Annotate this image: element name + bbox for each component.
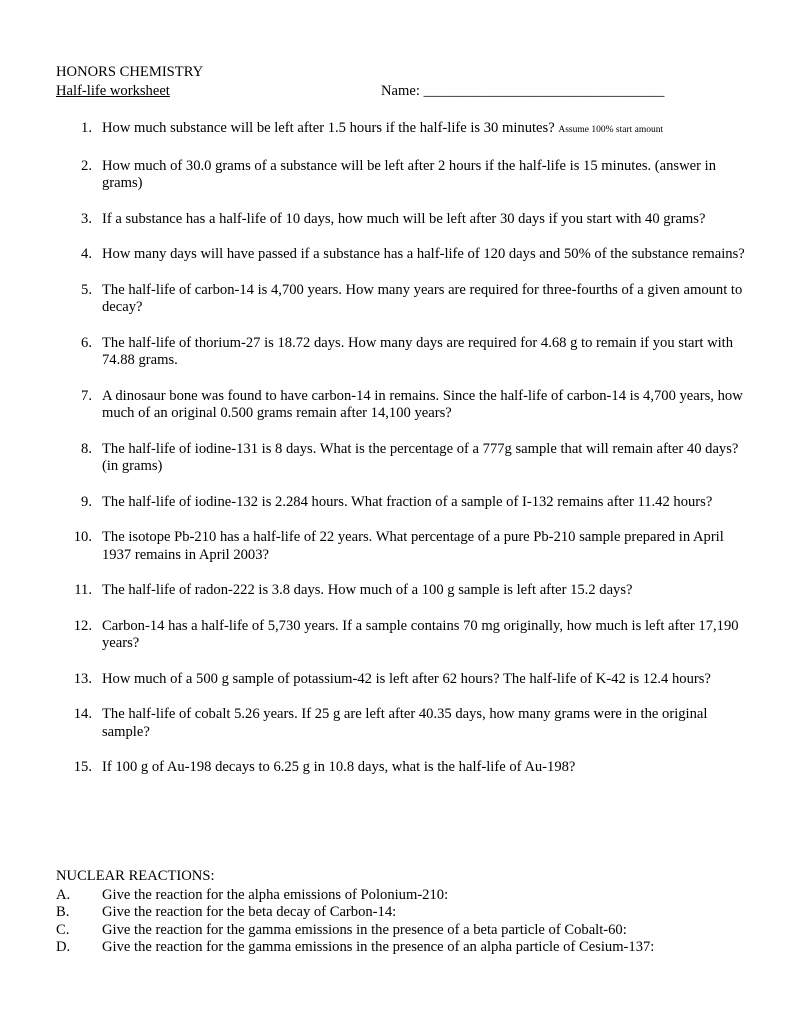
question-item (56, 120, 746, 140)
question-text: The half-life of iodine-131 is 8 days. What is the percentage of a 777g sample that will remain after 40 days? (in grams) (102, 440, 739, 474)
question-item (56, 706, 746, 741)
question-item (56, 388, 746, 423)
section-title: NUCLEAR REACTIONS: (56, 868, 215, 884)
question-text: The half-life of iodine-132 is 2.284 hours. What fraction of a sample of I-132 remains after 11.42 hours? (102, 493, 713, 510)
question-item (56, 335, 746, 370)
reaction-letter: C. (56, 921, 70, 938)
question-item (56, 494, 746, 512)
question-text: The half-life of cobalt 5.26 years. If 25 g are left after 40.35 days, how many grams were in the original sample? (102, 706, 708, 740)
question-number: 4. (81, 246, 92, 262)
question-text: How many days will have passed if a substance has a half-life of 120 days and 50% of the substance remains? (102, 246, 745, 262)
question-text: How much of a 500 g sample of potassium-42 is left after 62 hours? The half-life of K-42 is 12.4 hours? (102, 670, 711, 687)
question-item (56, 282, 746, 317)
name-label: Name: (381, 83, 420, 99)
worksheet-header (56, 64, 756, 102)
question-list (56, 120, 746, 795)
question-item (56, 441, 746, 476)
question-item (56, 618, 746, 653)
question-item (56, 158, 746, 193)
reaction-item (56, 887, 746, 905)
question-item (56, 582, 746, 600)
title-row (56, 83, 756, 102)
question-number: 11. (74, 582, 92, 598)
question-number: 15. (73, 759, 92, 775)
reaction-letter: D. (56, 939, 71, 955)
question-item (56, 211, 746, 229)
reaction-text: Give the reaction for the beta decay of Carbon-14: (102, 904, 397, 920)
worksheet-title: Half-life worksheet (56, 83, 170, 99)
question-number: 14. (73, 706, 92, 722)
question-text: How much of 30.0 grams of a substance will be left after 2 hours if the half-life is 15 minutes. (answer in grams) (102, 157, 716, 191)
reaction-item (56, 922, 746, 940)
question-text: If 100 g of Au-198 decays to 6.25 g in 10.8 days, what is the half-life of Au-198? (102, 759, 576, 775)
question-text: Carbon-14 has a half-life of 5,730 years. If a sample contains 70 mg originally, how much is left after 17,190 years? (102, 617, 739, 651)
question-text: A dinosaur bone was found to have carbon-14 in remains. Since the half-life of carbon-14 is 4,700 years, how much of an original 0.500 grams remain after 14,100 years? (102, 387, 743, 421)
question-number: 9. (81, 493, 92, 510)
question-item (56, 671, 746, 689)
question-note: Assume 100% start amount (558, 125, 664, 135)
question-number: 5. (81, 281, 92, 298)
question-text: The isotope Pb-210 has a half-life of 22 years. What percentage of a pure Pb-210 sample prepared in April 1937 remains in April 2003? (102, 529, 724, 563)
question-text: The half-life of carbon-14 is 4,700 years. How many years are required for three-fourths of a given amount to decay? (102, 281, 743, 315)
name-line: _________________________________ (423, 83, 665, 99)
question-text: The half-life of thorium-27 is 18.72 days. How many days are required for 4.68 g to remain if you start with 74.88 grams. (102, 334, 734, 368)
question-text: The half-life of radon-222 is 3.8 days. How much of a 100 g sample is left after 15.2 days? (102, 582, 633, 598)
question-number: 10. (73, 529, 92, 545)
reaction-text: Give the reaction for the alpha emissions of Polonium-210: (102, 886, 449, 903)
question-number: 3. (81, 210, 92, 227)
question-item (56, 759, 746, 777)
question-number: 12. (73, 617, 92, 634)
question-number: 13. (73, 670, 92, 687)
name-field (381, 83, 664, 101)
reaction-item (56, 939, 746, 957)
question-number: 2. (81, 157, 92, 174)
reaction-item (56, 904, 746, 922)
question-item (56, 529, 746, 564)
course-title: HONORS CHEMISTRY (56, 64, 204, 80)
question-text: If a substance has a half-life of 10 days, how much will be left after 30 days if you start with 40 grams? (102, 210, 706, 227)
nuclear-reactions-section (56, 868, 746, 957)
question-number: 1. (81, 120, 92, 136)
question-text: How much substance will be left after 1.5 hours if the half-life is 30 minutes? (102, 120, 555, 136)
question-number: 6. (81, 334, 92, 351)
reaction-text: Give the reaction for the gamma emissions in the presence of a beta particle of Cobalt-60: (102, 921, 627, 938)
reaction-letter: A. (56, 886, 71, 903)
reaction-letter: B. (56, 904, 70, 920)
question-number: 7. (81, 387, 92, 404)
reaction-text: Give the reaction for the gamma emissions in the presence of an alpha particle of Cesium-137: (102, 939, 655, 955)
question-item (56, 246, 746, 264)
question-number: 8. (81, 440, 92, 457)
